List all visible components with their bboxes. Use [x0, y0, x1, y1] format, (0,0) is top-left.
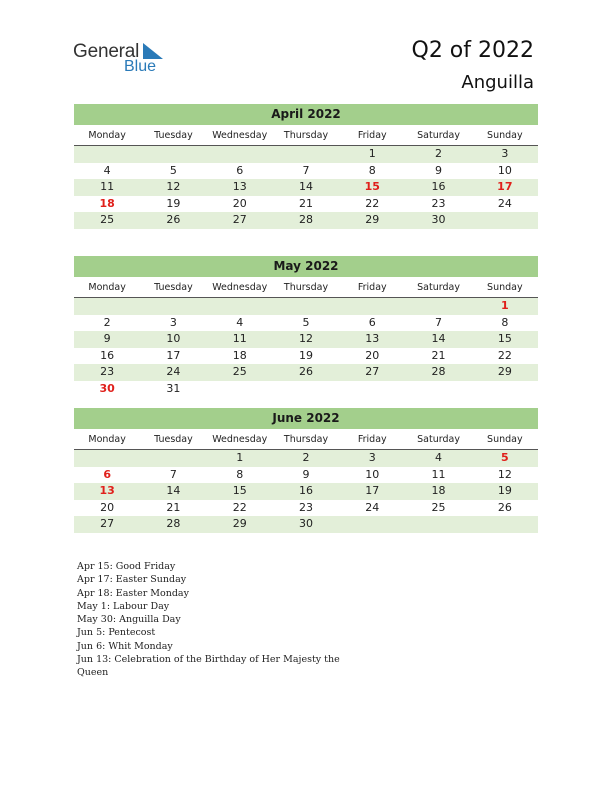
- day-cell: 4: [103, 163, 111, 177]
- weekday-label: Sunday: [487, 282, 523, 293]
- logo-text-general: General: [73, 41, 140, 62]
- holiday-item: Queen: [77, 667, 109, 679]
- day-cell: 20: [100, 500, 115, 514]
- week-row: [74, 516, 538, 533]
- day-cell: [273, 146, 339, 163]
- day-cell: 20: [365, 348, 380, 362]
- day-cell: 30: [99, 381, 115, 395]
- day-cell: 3: [169, 315, 177, 329]
- week-row: [74, 163, 538, 180]
- day-cell: 23: [298, 500, 313, 514]
- day-cell: 2: [103, 315, 111, 329]
- day-cell: 25: [232, 365, 247, 378]
- day-cell: [339, 298, 405, 315]
- day-cell: 6: [368, 315, 376, 329]
- month-header: April 2022: [74, 104, 538, 125]
- month-april: [74, 104, 538, 229]
- weekday-label: Thursday: [283, 282, 329, 293]
- day-cell: 29: [497, 365, 512, 378]
- day-cell: 19: [497, 484, 512, 497]
- day-cell: 7: [435, 315, 443, 329]
- day-cell: 23: [431, 196, 446, 210]
- week-row: [74, 483, 538, 500]
- week-row: [74, 298, 538, 315]
- day-cell: [207, 146, 273, 163]
- weekday-label: Sunday: [487, 434, 523, 445]
- day-cell: 15: [232, 484, 247, 497]
- holiday-item: May 1: Labour Day: [77, 600, 170, 612]
- day-cell: [74, 298, 140, 315]
- weekday-label: Sunday: [487, 130, 523, 141]
- day-cell: [74, 146, 140, 163]
- weekday-row: [74, 128, 538, 146]
- weekday-row: [74, 280, 538, 298]
- day-cell: 3: [501, 147, 509, 160]
- day-cell: 21: [298, 196, 313, 210]
- day-cell: 6: [103, 467, 111, 481]
- week-row: [74, 364, 538, 381]
- day-cell: 8: [236, 467, 244, 481]
- day-cell: 14: [298, 180, 313, 193]
- day-cell: [405, 516, 471, 533]
- day-cell: 24: [365, 500, 380, 514]
- day-cell: 27: [365, 365, 380, 378]
- weekday-label: Monday: [88, 130, 126, 141]
- day-cell: [273, 298, 339, 315]
- day-cell: [140, 146, 206, 163]
- day-cell: [472, 381, 538, 398]
- weekday-label: Tuesday: [154, 130, 193, 141]
- weekday-label: Monday: [88, 282, 126, 293]
- day-cell: 4: [236, 315, 244, 329]
- day-cell: [207, 298, 273, 315]
- day-cell: 13: [365, 332, 380, 345]
- day-cell: 16: [100, 348, 115, 362]
- day-cell: 7: [169, 467, 177, 481]
- day-cell: [405, 298, 471, 315]
- day-cell: 10: [166, 332, 181, 345]
- day-cell: 15: [364, 180, 380, 193]
- day-cell: 24: [497, 196, 512, 210]
- day-cell: 30: [431, 213, 446, 226]
- day-cell: 26: [298, 365, 313, 378]
- day-cell: 19: [298, 348, 313, 362]
- week-row: [74, 212, 538, 229]
- logo: [73, 41, 183, 77]
- logo-triangle-icon: [141, 43, 163, 59]
- day-cell: 25: [431, 500, 446, 514]
- week-row: [74, 450, 538, 467]
- day-cell: 6: [236, 163, 244, 177]
- day-cell: [273, 381, 339, 398]
- month-may: [74, 256, 538, 397]
- holiday-item: Apr 15: Good Friday: [77, 561, 176, 572]
- day-cell: 14: [431, 332, 446, 345]
- day-cell: 10: [365, 467, 380, 481]
- weekday-label: Thursday: [283, 434, 329, 445]
- day-cell: 9: [103, 332, 111, 345]
- holiday-item: Apr 17: Easter Sunday: [77, 574, 187, 586]
- day-cell: 21: [166, 500, 181, 514]
- day-cell: 30: [298, 517, 313, 530]
- day-cell: 16: [431, 180, 446, 193]
- day-cell: [140, 298, 206, 315]
- day-cell: 24: [166, 365, 181, 378]
- weekday-label: Saturday: [417, 282, 460, 293]
- day-cell: 2: [302, 451, 310, 464]
- day-cell: 12: [497, 467, 512, 481]
- holiday-list: [77, 560, 347, 680]
- day-cell: 4: [435, 451, 443, 464]
- day-cell: [339, 381, 405, 398]
- day-cell: 2: [435, 147, 443, 160]
- day-cell: 1: [236, 451, 244, 464]
- day-cell: 23: [100, 365, 115, 378]
- day-cell: 5: [302, 315, 310, 329]
- day-cell: 11: [232, 332, 247, 345]
- day-cell: 11: [100, 180, 115, 193]
- day-cell: 26: [166, 213, 181, 226]
- week-row: [74, 331, 538, 348]
- page-title: Q2 of 2022: [411, 38, 534, 63]
- day-cell: 12: [298, 332, 313, 345]
- day-cell: 22: [497, 348, 512, 362]
- day-cell: 5: [501, 451, 509, 464]
- day-cell: 14: [166, 484, 181, 497]
- day-cell: 11: [431, 467, 446, 481]
- day-cell: 28: [298, 213, 313, 226]
- day-cell: 18: [232, 348, 247, 362]
- day-cell: 25: [100, 213, 115, 226]
- weekday-label: Thursday: [283, 130, 329, 141]
- day-cell: 17: [497, 180, 513, 193]
- day-cell: 27: [100, 517, 115, 530]
- day-cell: 28: [431, 365, 446, 378]
- day-cell: [207, 381, 273, 398]
- weekday-label: Monday: [88, 434, 126, 445]
- month-header: May 2022: [74, 256, 538, 277]
- weekday-row: [74, 432, 538, 450]
- day-cell: 26: [497, 500, 512, 514]
- day-cell: 19: [166, 196, 181, 210]
- day-cell: 8: [368, 163, 376, 177]
- day-cell: [405, 381, 471, 398]
- day-cell: 17: [365, 484, 380, 497]
- day-cell: 29: [232, 517, 247, 530]
- week-row: [74, 467, 538, 484]
- holiday-item: May 30: Anguilla Day: [77, 614, 181, 626]
- day-cell: 1: [368, 147, 376, 160]
- week-row: [74, 381, 538, 398]
- weekday-label: Saturday: [417, 434, 460, 445]
- weekday-label: Friday: [357, 282, 387, 293]
- weekday-label: Saturday: [417, 130, 460, 141]
- weekday-label: Wednesday: [212, 434, 268, 445]
- day-cell: 3: [368, 451, 376, 464]
- weekday-label: Wednesday: [212, 282, 268, 293]
- month-june: [74, 408, 538, 533]
- day-cell: 13: [232, 180, 247, 193]
- day-cell: 22: [365, 196, 380, 210]
- day-cell: 18: [99, 196, 115, 210]
- day-cell: 17: [166, 348, 181, 362]
- day-cell: 31: [166, 381, 181, 395]
- week-row: [74, 146, 538, 163]
- holiday-item: Jun 13: Celebration of the Birthday of Her Majesty the: [77, 654, 340, 666]
- day-cell: [140, 450, 206, 467]
- holiday-item: Jun 6: Whit Monday: [77, 640, 173, 652]
- week-row: [74, 348, 538, 365]
- day-cell: 9: [302, 467, 310, 481]
- holiday-item: Apr 18: Easter Monday: [77, 587, 189, 599]
- day-cell: 21: [431, 348, 446, 362]
- week-row: [74, 196, 538, 213]
- day-cell: [339, 516, 405, 533]
- day-cell: 9: [435, 163, 443, 177]
- day-cell: 20: [232, 196, 247, 210]
- weekday-label: Tuesday: [154, 434, 193, 445]
- day-cell: 16: [298, 484, 313, 497]
- day-cell: 28: [166, 517, 181, 530]
- day-cell: 22: [232, 500, 247, 514]
- day-cell: 15: [497, 332, 512, 345]
- page-subtitle: Anguilla: [461, 72, 534, 93]
- logo-text-blue: Blue: [124, 58, 157, 75]
- day-cell: 27: [232, 213, 247, 226]
- day-cell: 1: [501, 299, 509, 312]
- day-cell: 8: [501, 315, 509, 329]
- day-cell: 10: [497, 163, 512, 177]
- week-row: [74, 500, 538, 517]
- weekday-label: Friday: [357, 130, 387, 141]
- day-cell: [472, 516, 538, 533]
- day-cell: 12: [166, 180, 181, 193]
- day-cell: [472, 212, 538, 229]
- day-cell: 29: [365, 213, 380, 226]
- day-cell: 7: [302, 163, 310, 177]
- month-header: June 2022: [74, 408, 538, 429]
- weekday-label: Tuesday: [154, 282, 193, 293]
- day-cell: [74, 450, 140, 467]
- week-row: [74, 179, 538, 196]
- weekday-label: Friday: [357, 434, 387, 445]
- day-cell: 18: [431, 484, 446, 497]
- weekday-label: Wednesday: [212, 130, 268, 141]
- holiday-item: Jun 5: Pentecost: [77, 627, 156, 639]
- week-row: [74, 315, 538, 332]
- day-cell: 5: [169, 163, 177, 177]
- day-cell: 13: [99, 484, 115, 497]
